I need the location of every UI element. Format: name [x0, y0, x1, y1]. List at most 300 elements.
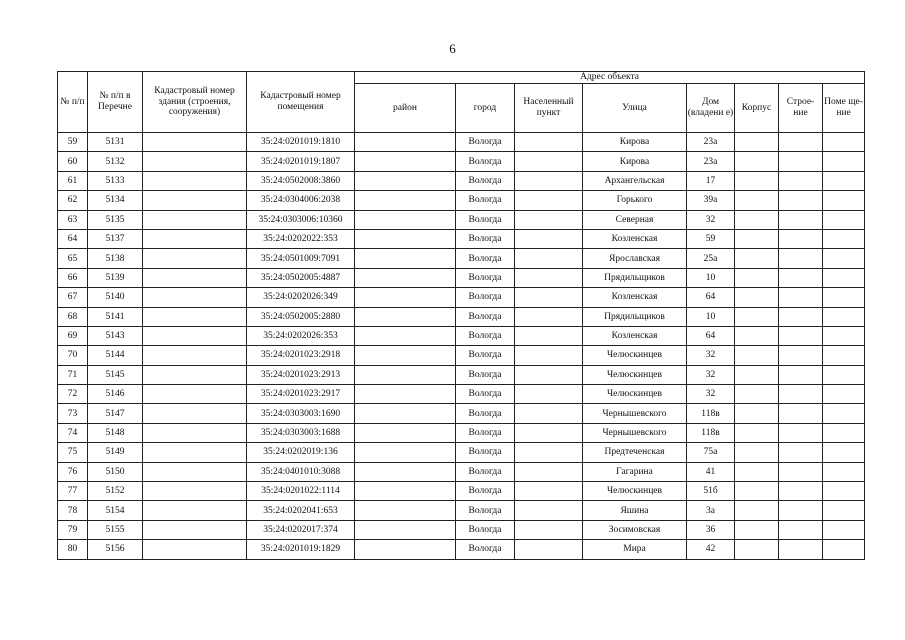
cell-list-num: 5134: [88, 191, 143, 210]
cell-block: [735, 501, 779, 520]
cell-building-cadastral: [143, 249, 247, 268]
cell-street: Козленская: [583, 229, 687, 248]
header-city: город: [456, 84, 515, 133]
cell-district: [355, 423, 456, 442]
cell-structure: [779, 462, 823, 481]
cell-num: 64: [58, 229, 88, 248]
cell-street: Горького: [583, 191, 687, 210]
cell-block: [735, 462, 779, 481]
cell-street: Челюскинцев: [583, 365, 687, 384]
cell-num: 70: [58, 346, 88, 365]
cell-block: [735, 249, 779, 268]
table-row: [58, 520, 865, 539]
table-row: [58, 540, 865, 559]
cell-street: Северная: [583, 210, 687, 229]
cell-building-cadastral: [143, 288, 247, 307]
cell-room: [823, 540, 865, 559]
cell-city: Вологда: [456, 385, 515, 404]
cell-district: [355, 501, 456, 520]
cell-list-num: 5148: [88, 423, 143, 442]
cell-building-cadastral: [143, 191, 247, 210]
cell-block: [735, 171, 779, 190]
cell-building-cadastral: [143, 404, 247, 423]
cell-structure: [779, 133, 823, 152]
cell-block: [735, 540, 779, 559]
cell-room: [823, 133, 865, 152]
cell-house: 39а: [687, 191, 735, 210]
cell-street: Кирова: [583, 133, 687, 152]
cell-room: [823, 229, 865, 248]
cell-num: 61: [58, 171, 88, 190]
header-room: Поме ще- ние: [823, 84, 865, 133]
table-row: [58, 385, 865, 404]
table-body: [58, 133, 865, 560]
cell-premises-cadastral: 35:24:0401010:3088: [247, 462, 355, 481]
cell-settlement: [515, 540, 583, 559]
cell-room: [823, 268, 865, 287]
cell-num: 68: [58, 307, 88, 326]
cell-street: Архангельская: [583, 171, 687, 190]
cell-room: [823, 191, 865, 210]
cell-room: [823, 365, 865, 384]
cell-street: Козленская: [583, 288, 687, 307]
cell-premises-cadastral: 35:24:0303003:1690: [247, 404, 355, 423]
cell-house: 75а: [687, 443, 735, 462]
cell-list-num: 5150: [88, 462, 143, 481]
table-row: [58, 229, 865, 248]
cell-building-cadastral: [143, 229, 247, 248]
cell-street: Прядильщиков: [583, 307, 687, 326]
cell-block: [735, 288, 779, 307]
cell-settlement: [515, 501, 583, 520]
cell-street: Зосимовская: [583, 520, 687, 539]
cell-premises-cadastral: 35:24:0201019:1829: [247, 540, 355, 559]
cell-district: [355, 307, 456, 326]
cell-building-cadastral: [143, 133, 247, 152]
cell-premises-cadastral: 35:24:0303003:1688: [247, 423, 355, 442]
table-row: [58, 501, 865, 520]
cell-district: [355, 152, 456, 171]
table-row: [58, 462, 865, 481]
cell-building-cadastral: [143, 268, 247, 287]
cell-list-num: 5156: [88, 540, 143, 559]
table-row: [58, 443, 865, 462]
cell-settlement: [515, 462, 583, 481]
cell-building-cadastral: [143, 171, 247, 190]
cell-num: 74: [58, 423, 88, 442]
cell-settlement: [515, 268, 583, 287]
cell-block: [735, 404, 779, 423]
cell-num: 62: [58, 191, 88, 210]
table-row: [58, 365, 865, 384]
cell-district: [355, 229, 456, 248]
cell-structure: [779, 520, 823, 539]
cell-num: 78: [58, 501, 88, 520]
cell-settlement: [515, 249, 583, 268]
cell-room: [823, 501, 865, 520]
cell-premises-cadastral: 35:24:0201023:2918: [247, 346, 355, 365]
table-row: [58, 191, 865, 210]
cell-city: Вологда: [456, 501, 515, 520]
cell-structure: [779, 307, 823, 326]
cell-settlement: [515, 307, 583, 326]
cell-settlement: [515, 443, 583, 462]
header-building-cadastral: Кадастровый номер здания (строения, сооружения): [143, 72, 247, 133]
cell-structure: [779, 229, 823, 248]
cell-building-cadastral: [143, 385, 247, 404]
cell-street: Кирова: [583, 152, 687, 171]
cell-premises-cadastral: 35:24:0202022:353: [247, 229, 355, 248]
cell-num: 65: [58, 249, 88, 268]
cell-city: Вологда: [456, 191, 515, 210]
cell-settlement: [515, 346, 583, 365]
cell-list-num: 5141: [88, 307, 143, 326]
cell-premises-cadastral: 35:24:0502005:2880: [247, 307, 355, 326]
cell-num: 60: [58, 152, 88, 171]
cell-building-cadastral: [143, 423, 247, 442]
cell-house: 23а: [687, 133, 735, 152]
cell-structure: [779, 423, 823, 442]
cell-block: [735, 346, 779, 365]
cell-house: 23а: [687, 152, 735, 171]
cell-room: [823, 171, 865, 190]
cell-house: 32: [687, 210, 735, 229]
cell-street: Прядильщиков: [583, 268, 687, 287]
cell-list-num: 5155: [88, 520, 143, 539]
table-row: [58, 482, 865, 501]
cell-district: [355, 365, 456, 384]
cell-list-num: 5137: [88, 229, 143, 248]
cell-num: 66: [58, 268, 88, 287]
cell-block: [735, 191, 779, 210]
cell-room: [823, 326, 865, 345]
cell-settlement: [515, 133, 583, 152]
cell-street: Чернышевского: [583, 423, 687, 442]
cell-block: [735, 133, 779, 152]
header-num: № п/п: [58, 72, 88, 133]
cell-city: Вологда: [456, 268, 515, 287]
cell-district: [355, 210, 456, 229]
cell-room: [823, 404, 865, 423]
cell-district: [355, 346, 456, 365]
page-number: 6: [449, 41, 456, 56]
cell-block: [735, 229, 779, 248]
header-list-num: № п/п в Перечне: [88, 72, 143, 133]
cell-settlement: [515, 365, 583, 384]
cell-settlement: [515, 423, 583, 442]
cell-list-num: 5154: [88, 501, 143, 520]
cell-street: Чернышевского: [583, 404, 687, 423]
cell-structure: [779, 365, 823, 384]
cell-premises-cadastral: 35:24:0304006:2038: [247, 191, 355, 210]
cell-district: [355, 443, 456, 462]
cell-district: [355, 540, 456, 559]
cell-house: 3а: [687, 501, 735, 520]
cell-room: [823, 346, 865, 365]
cell-house: 51б: [687, 482, 735, 501]
cell-district: [355, 288, 456, 307]
header-settlement: Населенный пункт: [515, 84, 583, 133]
cell-list-num: 5135: [88, 210, 143, 229]
cell-street: Козленская: [583, 326, 687, 345]
header-house: Дом (владени е): [687, 84, 735, 133]
cell-house: 17: [687, 171, 735, 190]
cell-settlement: [515, 191, 583, 210]
table-row: [58, 346, 865, 365]
cell-room: [823, 482, 865, 501]
cell-premises-cadastral: 35:24:0501009:7091: [247, 249, 355, 268]
cell-settlement: [515, 152, 583, 171]
cell-street: Яшина: [583, 501, 687, 520]
cell-house: 118в: [687, 423, 735, 442]
table-row: [58, 288, 865, 307]
cell-city: Вологда: [456, 346, 515, 365]
cell-premises-cadastral: 35:24:0201019:1810: [247, 133, 355, 152]
cell-street: Челюскинцев: [583, 482, 687, 501]
cell-room: [823, 152, 865, 171]
cell-city: Вологда: [456, 152, 515, 171]
cell-structure: [779, 501, 823, 520]
cell-structure: [779, 326, 823, 345]
cell-list-num: 5145: [88, 365, 143, 384]
cell-structure: [779, 443, 823, 462]
cell-street: Гагарина: [583, 462, 687, 481]
cell-street: Ярославская: [583, 249, 687, 268]
cell-list-num: 5144: [88, 346, 143, 365]
cell-house: 32: [687, 346, 735, 365]
cell-num: 79: [58, 520, 88, 539]
cell-premises-cadastral: 35:24:0201019:1807: [247, 152, 355, 171]
cell-num: 76: [58, 462, 88, 481]
cell-list-num: 5152: [88, 482, 143, 501]
cell-settlement: [515, 229, 583, 248]
cell-district: [355, 385, 456, 404]
cell-city: Вологда: [456, 520, 515, 539]
cell-block: [735, 326, 779, 345]
table-row: [58, 249, 865, 268]
cell-premises-cadastral: 35:24:0502005:4887: [247, 268, 355, 287]
cell-num: 69: [58, 326, 88, 345]
cell-district: [355, 249, 456, 268]
cell-list-num: 5133: [88, 171, 143, 190]
header-street: Улица: [583, 84, 687, 133]
cell-building-cadastral: [143, 482, 247, 501]
cell-list-num: 5139: [88, 268, 143, 287]
cell-house: 10: [687, 268, 735, 287]
cell-city: Вологда: [456, 365, 515, 384]
cell-block: [735, 152, 779, 171]
cell-premises-cadastral: 35:24:0202026:349: [247, 288, 355, 307]
cell-num: 71: [58, 365, 88, 384]
cell-list-num: 5146: [88, 385, 143, 404]
cell-num: 77: [58, 482, 88, 501]
cell-city: Вологда: [456, 404, 515, 423]
cell-block: [735, 443, 779, 462]
table-row: [58, 268, 865, 287]
cell-house: 64: [687, 326, 735, 345]
cell-street: Мира: [583, 540, 687, 559]
table-row: [58, 404, 865, 423]
cell-structure: [779, 540, 823, 559]
cell-room: [823, 443, 865, 462]
cell-premises-cadastral: 35:24:0202041:653: [247, 501, 355, 520]
cell-building-cadastral: [143, 152, 247, 171]
cell-room: [823, 249, 865, 268]
table-row: [58, 423, 865, 442]
cell-building-cadastral: [143, 540, 247, 559]
table-row: [58, 133, 865, 152]
cell-district: [355, 171, 456, 190]
cell-district: [355, 482, 456, 501]
cell-num: 72: [58, 385, 88, 404]
header-premises-cadastral: Кадастровый номер помещения: [247, 72, 355, 133]
cell-structure: [779, 191, 823, 210]
cell-settlement: [515, 520, 583, 539]
table-row: [58, 307, 865, 326]
cell-district: [355, 462, 456, 481]
cell-building-cadastral: [143, 462, 247, 481]
cell-room: [823, 210, 865, 229]
cell-house: 10: [687, 307, 735, 326]
cell-premises-cadastral: 35:24:0303006:10360: [247, 210, 355, 229]
cell-settlement: [515, 385, 583, 404]
property-registry-table: [57, 71, 865, 560]
cell-house: 36: [687, 520, 735, 539]
cell-building-cadastral: [143, 443, 247, 462]
cell-block: [735, 423, 779, 442]
cell-list-num: 5149: [88, 443, 143, 462]
cell-structure: [779, 249, 823, 268]
cell-city: Вологда: [456, 423, 515, 442]
cell-room: [823, 520, 865, 539]
cell-building-cadastral: [143, 365, 247, 384]
cell-block: [735, 210, 779, 229]
cell-structure: [779, 346, 823, 365]
cell-street: Челюскинцев: [583, 385, 687, 404]
cell-city: Вологда: [456, 443, 515, 462]
cell-building-cadastral: [143, 307, 247, 326]
cell-structure: [779, 152, 823, 171]
cell-premises-cadastral: 35:24:0202026:353: [247, 326, 355, 345]
cell-house: 32: [687, 365, 735, 384]
cell-block: [735, 482, 779, 501]
table-row: [58, 210, 865, 229]
cell-block: [735, 520, 779, 539]
header-address-group: Адрес объекта: [355, 72, 865, 84]
cell-house: 25а: [687, 249, 735, 268]
cell-list-num: 5138: [88, 249, 143, 268]
cell-district: [355, 326, 456, 345]
cell-settlement: [515, 210, 583, 229]
cell-num: 63: [58, 210, 88, 229]
cell-premises-cadastral: 35:24:0201023:2917: [247, 385, 355, 404]
cell-district: [355, 133, 456, 152]
cell-num: 80: [58, 540, 88, 559]
table-row: [58, 326, 865, 345]
cell-premises-cadastral: 35:24:0502008:3860: [247, 171, 355, 190]
cell-street: Челюскинцев: [583, 346, 687, 365]
cell-num: 73: [58, 404, 88, 423]
cell-city: Вологда: [456, 288, 515, 307]
cell-structure: [779, 171, 823, 190]
table-row: [58, 171, 865, 190]
header-structure: Строе- ние: [779, 84, 823, 133]
cell-city: Вологда: [456, 171, 515, 190]
cell-block: [735, 365, 779, 384]
cell-district: [355, 404, 456, 423]
cell-settlement: [515, 482, 583, 501]
cell-num: 67: [58, 288, 88, 307]
cell-room: [823, 307, 865, 326]
header-block: Корпус: [735, 84, 779, 133]
cell-block: [735, 307, 779, 326]
cell-premises-cadastral: 35:24:0202017:374: [247, 520, 355, 539]
cell-city: Вологда: [456, 326, 515, 345]
cell-city: Вологда: [456, 482, 515, 501]
cell-building-cadastral: [143, 520, 247, 539]
cell-settlement: [515, 288, 583, 307]
cell-premises-cadastral: 35:24:0201022:1114: [247, 482, 355, 501]
cell-house: 64: [687, 288, 735, 307]
cell-settlement: [515, 326, 583, 345]
cell-room: [823, 462, 865, 481]
cell-city: Вологда: [456, 229, 515, 248]
cell-city: Вологда: [456, 307, 515, 326]
cell-house: 118в: [687, 404, 735, 423]
cell-premises-cadastral: 35:24:0201023:2913: [247, 365, 355, 384]
header-district: район: [355, 84, 456, 133]
cell-structure: [779, 482, 823, 501]
cell-num: 59: [58, 133, 88, 152]
cell-building-cadastral: [143, 210, 247, 229]
cell-district: [355, 268, 456, 287]
cell-street: Предтеченская: [583, 443, 687, 462]
table-row: [58, 152, 865, 171]
cell-list-num: 5131: [88, 133, 143, 152]
cell-house: 32: [687, 385, 735, 404]
cell-settlement: [515, 171, 583, 190]
cell-city: Вологда: [456, 462, 515, 481]
cell-building-cadastral: [143, 326, 247, 345]
cell-district: [355, 191, 456, 210]
cell-num: 75: [58, 443, 88, 462]
cell-city: Вологда: [456, 133, 515, 152]
cell-structure: [779, 404, 823, 423]
cell-district: [355, 520, 456, 539]
cell-house: 41: [687, 462, 735, 481]
cell-block: [735, 385, 779, 404]
cell-structure: [779, 288, 823, 307]
cell-building-cadastral: [143, 501, 247, 520]
cell-structure: [779, 385, 823, 404]
cell-premises-cadastral: 35:24:0202019:136: [247, 443, 355, 462]
cell-structure: [779, 210, 823, 229]
cell-list-num: 5140: [88, 288, 143, 307]
cell-building-cadastral: [143, 346, 247, 365]
cell-list-num: 5143: [88, 326, 143, 345]
cell-settlement: [515, 404, 583, 423]
cell-city: Вологда: [456, 540, 515, 559]
cell-block: [735, 268, 779, 287]
cell-list-num: 5147: [88, 404, 143, 423]
cell-list-num: 5132: [88, 152, 143, 171]
cell-room: [823, 288, 865, 307]
cell-structure: [779, 268, 823, 287]
cell-house: 59: [687, 229, 735, 248]
cell-city: Вологда: [456, 249, 515, 268]
cell-city: Вологда: [456, 210, 515, 229]
cell-room: [823, 385, 865, 404]
